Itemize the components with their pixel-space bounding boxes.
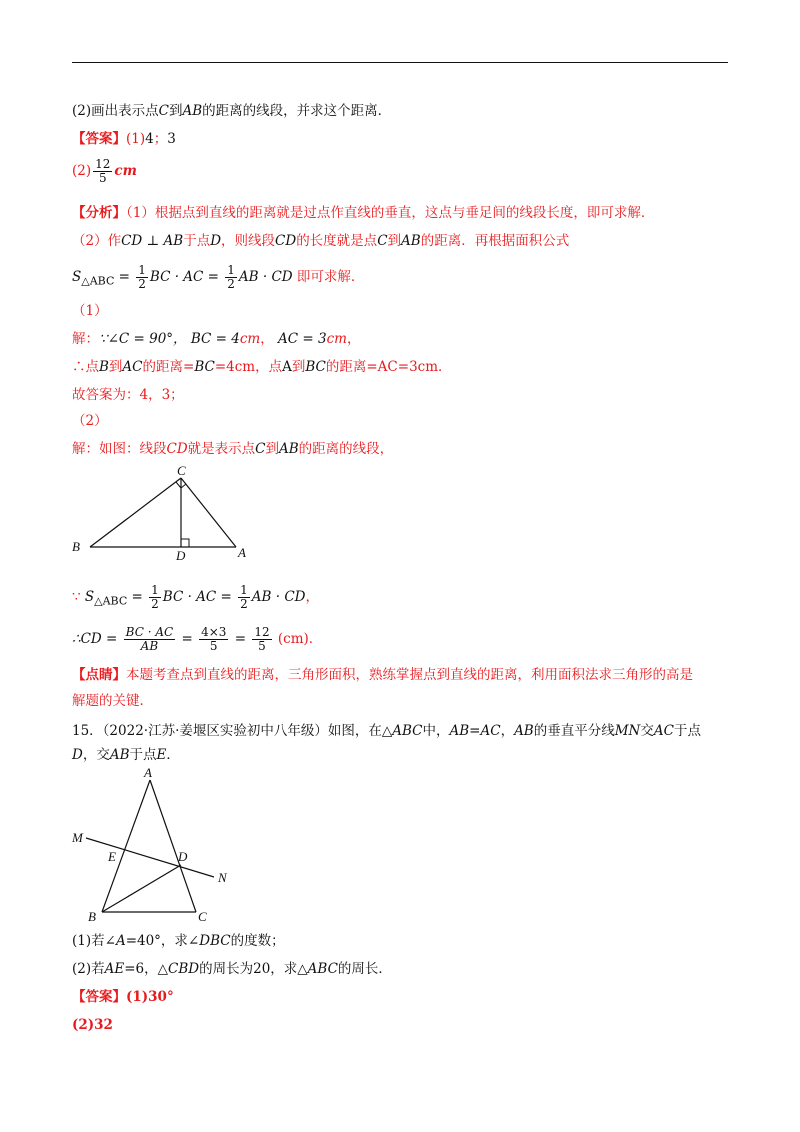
segment-ac: [150, 780, 196, 912]
math: ABC: [307, 961, 338, 977]
text: （2）作: [72, 233, 122, 249]
answer-15-line-1: [72, 988, 174, 1006]
math-sub: △ABC: [94, 594, 128, 608]
numerator: 1: [227, 263, 235, 277]
text: 的周长．: [337, 961, 392, 977]
numerator: BC · AC: [125, 625, 174, 639]
text: 中，: [422, 723, 450, 739]
denominator: 5: [258, 639, 266, 653]
text: 即可求解．: [296, 269, 365, 285]
math: CD ⊥ AB: [121, 233, 184, 249]
math: AB: [514, 723, 534, 739]
math: AB: [279, 441, 299, 457]
text: ．: [166, 747, 180, 763]
math: AB · CD: [251, 589, 306, 605]
numerator: 1: [151, 583, 159, 597]
math: AC: [653, 723, 674, 739]
math: AB: [109, 747, 130, 763]
numerator: 12: [95, 157, 111, 171]
unit: cm: [239, 331, 261, 347]
math: S: [72, 269, 82, 285]
fraction: [199, 626, 228, 653]
text: ，: [500, 723, 515, 739]
segment-ca: [181, 478, 236, 547]
numerator: 12: [254, 625, 270, 639]
text: 解：: [72, 331, 99, 347]
denominator: 5: [209, 639, 218, 653]
text: ，交: [82, 747, 110, 763]
question-15-line-2: [72, 746, 180, 764]
text: 的距离．再根据面积公式: [420, 233, 570, 249]
text: 的周长为20，求△: [199, 961, 308, 977]
question-15-part-1: [72, 932, 285, 950]
text: 的距离=AC=3cm．: [325, 359, 452, 375]
math: AE: [104, 961, 125, 977]
math: DBC: [199, 933, 231, 949]
denominator: 2: [138, 277, 146, 291]
text: 于点: [183, 233, 211, 249]
math: AB · CD: [238, 269, 293, 285]
math: BC · AC =: [149, 269, 219, 285]
text: 15．（2022·江苏·姜堰区实验初中八年级）如图，在△: [72, 723, 393, 739]
text: 到: [168, 103, 183, 119]
analysis-tag: 【分析】: [72, 205, 126, 221]
comment-line-1: [72, 666, 693, 684]
unit: (cm)．: [277, 631, 323, 647]
fraction: [225, 264, 237, 291]
text: 就是表示点: [187, 441, 256, 457]
math: C: [255, 441, 266, 457]
comment-tag: 【点睛】: [72, 667, 126, 683]
fraction: [124, 626, 176, 653]
text: 的距离=: [142, 359, 195, 375]
text: (2): [72, 163, 92, 179]
analysis-line-2: [72, 232, 569, 250]
sol2-label: （2）: [72, 413, 108, 429]
math: BC = 4: [190, 331, 240, 347]
text: 到: [387, 233, 402, 249]
math: D: [210, 233, 222, 249]
denominator: 2: [240, 597, 248, 611]
text: ∴点: [72, 359, 99, 375]
point-label: C: [158, 103, 169, 119]
label-a: A: [144, 766, 152, 780]
math: CBD: [168, 961, 200, 977]
label-n: N: [218, 870, 227, 885]
answer-line-1: [72, 130, 176, 148]
text: =40°，求∠: [125, 933, 200, 949]
right-triangle-figure: [64, 462, 264, 562]
math: ∵: [72, 589, 81, 605]
line-mn: [86, 838, 214, 877]
unit: cm: [326, 331, 347, 347]
text: 的距离的线段，并求这个距离．: [202, 103, 392, 119]
numerator: 4×3: [201, 625, 227, 639]
label-b: B: [72, 539, 80, 554]
text: =4cm，点: [214, 359, 283, 375]
numerator: 1: [138, 263, 146, 277]
text: 本题考查点到直线的距离，三角形面积，熟练掌握点到直线的距离，利用面积法求三角形的高是: [126, 667, 693, 683]
answer-15-line-2: (2)32: [72, 1017, 113, 1033]
answer-value: 3: [167, 131, 176, 147]
math: A: [115, 933, 126, 949]
label-a: A: [238, 545, 246, 560]
math: AC = 3: [278, 331, 327, 347]
segment-bc: [90, 478, 181, 547]
sol2-cd-result: [72, 626, 322, 653]
math: D: [72, 747, 83, 763]
text: ，: [305, 589, 319, 605]
math: ∴CD =: [72, 631, 118, 647]
math: C: [377, 233, 388, 249]
answer-value: 4: [145, 131, 154, 147]
text: 的垂直平分线: [533, 723, 615, 739]
text: (1)若∠: [72, 933, 116, 949]
header-rule: [72, 62, 728, 63]
sol1-line-2: [72, 358, 452, 376]
label-b: B: [88, 909, 96, 924]
label-c: C: [177, 463, 186, 478]
unit: cm: [114, 163, 137, 179]
right-angle-mark-d: [181, 539, 189, 547]
text: (2)若: [72, 961, 105, 977]
math: =: [234, 631, 247, 647]
text: 交: [640, 723, 654, 739]
text: 到: [265, 441, 279, 457]
isosceles-triangle-figure: [66, 766, 246, 926]
math-sub: △ABC: [81, 274, 115, 288]
segment-bd: [102, 865, 181, 912]
text: =6，△: [124, 961, 169, 977]
math: MN: [614, 723, 641, 739]
label-d: D: [176, 548, 186, 562]
text: 到: [108, 359, 123, 375]
fraction: [238, 584, 250, 611]
text: 的距离的线段，: [298, 441, 394, 457]
numerator: 1: [240, 583, 248, 597]
sol1-line-1: [72, 330, 360, 348]
math: =: [181, 631, 193, 647]
text: ；: [153, 131, 168, 147]
sol1-answer: 故答案为：4，3；: [72, 387, 184, 403]
math: ∵∠C = 90°，: [99, 331, 187, 347]
math: S: [84, 589, 95, 605]
text: （1）根据点到直线的距离就是过点作直线的垂直，这点与垂足间的线段长度，即可求解．: [126, 205, 655, 221]
label-d: D: [178, 849, 188, 864]
text: 的度数；: [230, 933, 285, 949]
math: E: [156, 747, 167, 763]
math: =: [118, 269, 130, 285]
analysis-formula: [72, 264, 364, 291]
question-14-part-2: [72, 102, 391, 120]
fraction: [93, 158, 112, 185]
text: ，: [346, 331, 361, 347]
math: BC: [305, 359, 326, 375]
fraction: [136, 264, 148, 291]
math: BC · AC =: [162, 589, 232, 605]
answer-value: (1)30°: [126, 989, 174, 1005]
sol2-line-1: [72, 440, 393, 458]
sol1-label: （1）: [72, 303, 108, 319]
text: (2)画出表示点: [72, 103, 159, 119]
text: ，: [260, 331, 274, 347]
math: AB=AC: [449, 723, 501, 739]
answer-line-2: [72, 158, 137, 185]
math: BC: [194, 359, 215, 375]
label-c: C: [198, 909, 207, 924]
math: AB: [401, 233, 421, 249]
math: AC: [122, 359, 143, 375]
math: A: [282, 359, 292, 375]
text: 于点: [673, 723, 701, 739]
label-e: E: [108, 849, 116, 864]
answer-tag: 【答案】: [72, 989, 126, 1005]
question-15-part-2: [72, 960, 392, 978]
text: 于点: [129, 747, 157, 763]
sol2-area-formula: [72, 584, 319, 611]
segment-ab: [102, 780, 150, 912]
text: 解：如图：线段: [72, 441, 167, 457]
text: (1): [126, 131, 146, 147]
fraction: [252, 626, 271, 653]
text: 的长度就是点: [296, 233, 378, 249]
label-m: M: [72, 830, 83, 845]
analysis-line-1: [72, 204, 654, 222]
denominator: 2: [151, 597, 159, 611]
math: CD: [275, 233, 297, 249]
denominator: 2: [227, 277, 235, 291]
answer-tag: 【答案】: [72, 131, 126, 147]
segment-label: AB: [182, 103, 203, 119]
math: B: [99, 359, 109, 375]
comment-line-2: 解题的关键．: [72, 693, 153, 709]
denominator: 5: [98, 171, 107, 185]
denominator: AB: [140, 639, 159, 653]
fraction: [149, 584, 161, 611]
math: ABC: [392, 723, 423, 739]
question-15-line-1: [72, 722, 701, 740]
math: =: [131, 589, 143, 605]
text: ，则线段: [221, 233, 276, 249]
text: 到: [291, 359, 306, 375]
math: CD: [166, 441, 188, 457]
